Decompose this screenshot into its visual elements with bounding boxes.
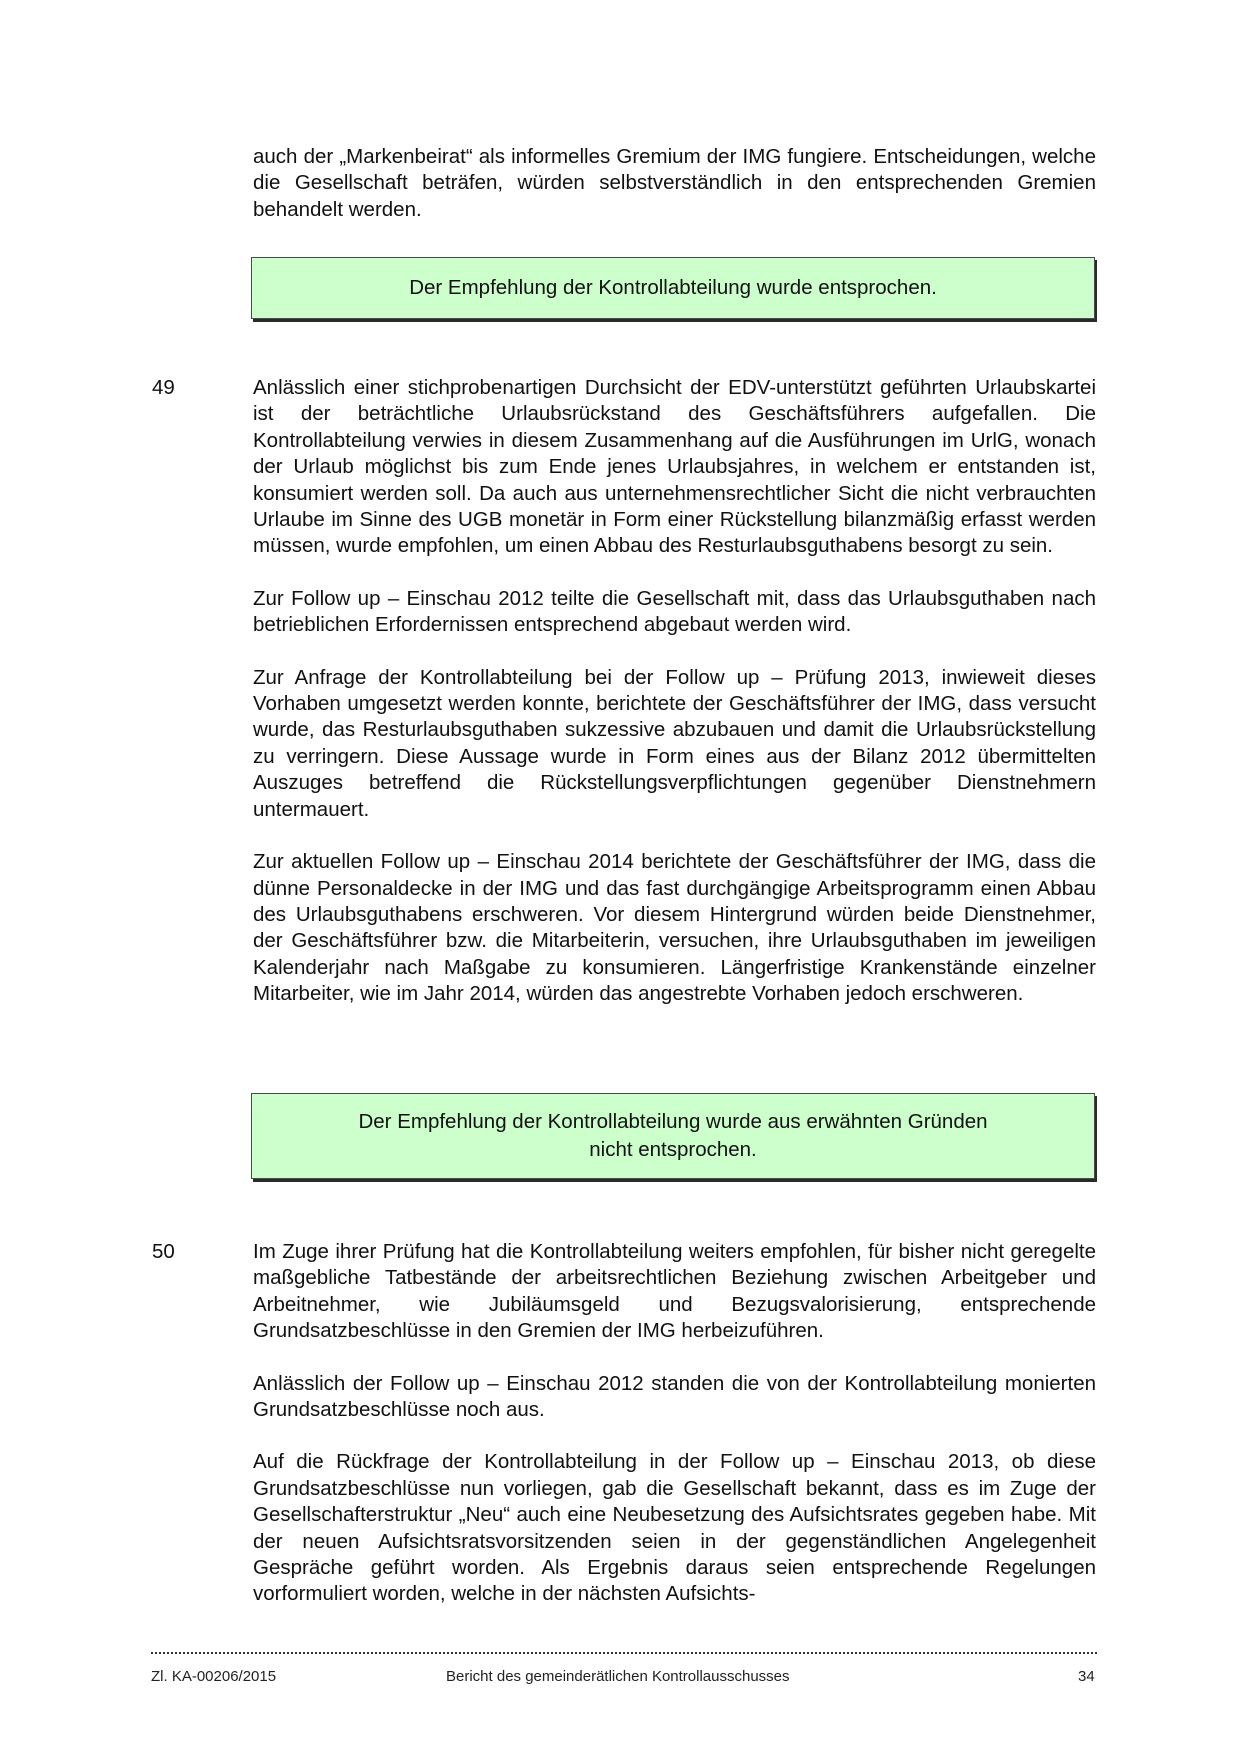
section-number-50: 50	[152, 1240, 175, 1263]
intro-paragraph: auch der „Markenbeirat“ als informelles Gremium der IMG fungiere. Entscheidungen, welche die Gesellschaft beträfen, würden selbstverständlich in den entsprechenden Gremien behandelt werden.	[253, 145, 1096, 221]
section-49-paragraph-3: Zur Anfrage der Kontrollabteilung bei der Follow up – Prüfung 2013, inwieweit dieses Vorhaben umgesetzt werden konnte, berichtete der Geschäftsführer der IMG, dass versucht wurde, das Resturlaubsguthaben sukzessive abzubauen und damit die Urlaubsrückstellung zu verringern. Diese Aussage wurde in Form eines aus der Bilanz 2012 übermittelten Auszuges betreffend die Rückstellungsverpflichtungen gegenüber Dienstnehmern untermauert.	[253, 665, 1096, 821]
section-50-paragraph-1: Im Zuge ihrer Prüfung hat die Kontrollabteilung weiters empfohlen, für bisher nicht geregelte maßgebliche Tatbestände der arbeitsrechtlichen Beziehung zwischen Arbeitgeber und Arbeitnehmer, wie Jubiläumsgeld und Bezugsvalorisierung, entsprechende Grundsatzbeschlüsse in den Gremien der IMG herbeizuführen.	[253, 1240, 1096, 1343]
result-box-1	[251, 257, 1095, 319]
result-box-2-line-1: Der Empfehlung der Kontrollabteilung wurde aus erwähnten Gründen	[358, 1110, 988, 1133]
page-number: 34	[1078, 1668, 1095, 1685]
section-49-paragraph-4: Zur aktuellen Follow up – Einschau 2014 berichtete der Geschäftsführer der IMG, dass die dünne Personaldecke in der IMG und das fast durchgängige Arbeitsprogramm einen Abbau des Urlaubsguthabens erschweren. Vor diesem Hintergrund würden beide Dienstnehmer, der Geschäftsführer bzw. die Mitarbeiterin, versuchen, ihre Urlaubsguthaben im jeweiligen Kalenderjahr nach Maßgabe zu konsumieren. Längerfristige Krankenstände einzelner Mitarbeiter, wie im Jahr 2014, würden das angestrebte Vorhaben jedoch erschweren.	[253, 850, 1096, 1006]
result-box-2-line-2: nicht entsprochen.	[589, 1138, 757, 1161]
section-49-paragraph-1: Anlässlich einer stichprobenartigen Durchsicht der EDV-unterstützt geführten Urlaubskartei ist der beträchtliche Urlaubsrückstand des Geschäftsführers aufgefallen. Die Kontrollabteilung verwies in diesem Zusammenhang auf die Ausführungen im UrlG, wonach der Urlaub möglichst bis zum Ende jenes Urlaubsjahres, in welchem er entstanden ist, konsumiert werden soll. Da auch aus unternehmensrechtlicher Sicht die nicht verbrauchten Urlaube im Sinne des UGB monetär in Form einer Rückstellung bilanzmäßig erfasst werden müssen, wurde empfohlen, um einen Abbau des Resturlaubsguthabens besorgt zu sein.	[253, 376, 1096, 558]
intro-block	[253, 144, 1096, 223]
section-number-49: 49	[152, 376, 175, 399]
footer-divider	[151, 1652, 1097, 1654]
section-49-paragraph-2: Zur Follow up – Einschau 2012 teilte die Gesellschaft mit, dass das Urlaubsguthaben nach betrieblichen Erfordernissen entsprechend abgebaut werden wird.	[253, 586, 1096, 637]
result-box-2-text	[358, 1108, 987, 1164]
footer-title: Bericht des gemeinderätlichen Kontrollausschusses	[446, 1668, 790, 1685]
result-box-2	[251, 1093, 1095, 1179]
section-50-paragraph-2: Anlässlich der Follow up – Einschau 2012 standen die von der Kontrollabteilung monierten Grundsatzbeschlüsse noch aus.	[253, 1371, 1096, 1422]
section-50-paragraph-3: Auf die Rückfrage der Kontrollabteilung in der Follow up – Einschau 2013, ob diese Grundsatzbeschlüsse nun vorliegen, gab die Gesellschaft bekannt, dass es im Zuge der Gesellschafterstruktur „Neu“ auch eine Neubesetzung des Aufsichtsrates gegeben habe. Mit der neuen Aufsichtsratsvorsitzenden seien in der gegenständlichen Angelegenheit Gespräche geführt worden. Als Ergebnis daraus seien entsprechende Regelungen vorformuliert worden, welche in der nächsten Aufsichts-	[253, 1450, 1096, 1606]
section-50-block	[253, 1239, 1096, 1608]
footer-reference: Zl. KA-00206/2015	[151, 1668, 277, 1685]
result-box-1-text: Der Empfehlung der Kontrollabteilung wurde entsprochen.	[409, 276, 937, 299]
section-49-block	[253, 375, 1096, 1008]
